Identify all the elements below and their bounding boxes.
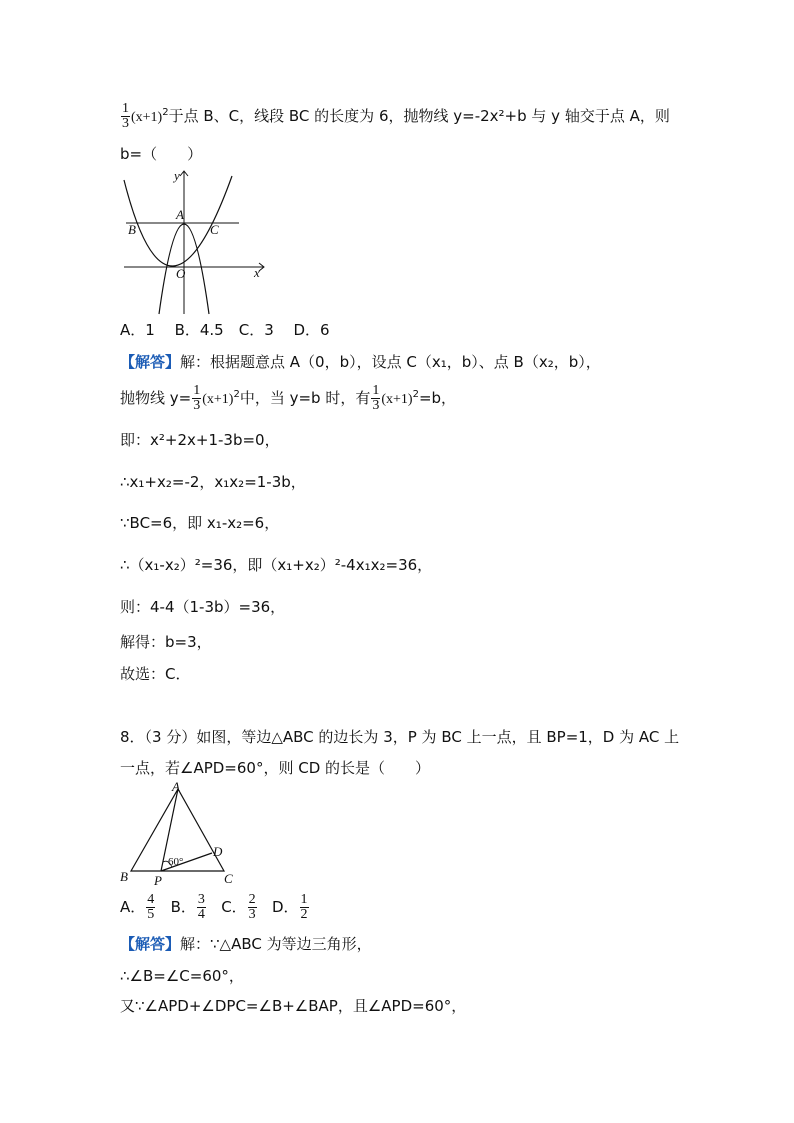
label-A: A bbox=[176, 207, 184, 222]
q7-answer-line7: 则：4-4（1-3b）=36， bbox=[120, 598, 286, 616]
q7-answer-line4: ∴x₁+x₂=-2，x₁x₂=1-3b， bbox=[120, 473, 306, 491]
label-C: C bbox=[210, 222, 219, 237]
option-C-fraction: $\frac{2}{3}$ bbox=[248, 892, 256, 922]
label-O: O bbox=[176, 266, 186, 281]
fraction: $\frac{1}{3}$ bbox=[193, 383, 201, 413]
option-B-fraction: $\frac{3}{4}$ bbox=[197, 892, 205, 922]
q7-stem-line1: $\frac{1}{3}$ $(x+1)^2$于点 B、C，线段 BC 的长度为 6，抛物线 y=-2x²+b 与 y 轴交于点 A，则 bbox=[122, 101, 670, 131]
label-A: A bbox=[172, 779, 180, 794]
q7-answer-line6: ∴（x₁-x₂）²=36，即（x₁+x₂）²-4x₁x₂=36， bbox=[120, 556, 433, 574]
q7-parabola-figure bbox=[118, 168, 268, 318]
q7-answer-line5: ∵BC=6，即 x₁-x₂=6， bbox=[120, 514, 280, 532]
q7-answer-line8: 解得：b=3， bbox=[120, 633, 212, 651]
q8-triangle-figure bbox=[116, 776, 246, 891]
q7-options: A．1 B．4.5 C．3 D．6 bbox=[120, 321, 330, 339]
fraction: $\frac{1}{3}$ bbox=[122, 101, 129, 131]
label-B: B bbox=[128, 222, 136, 237]
q7-answer-line1: 【解答】解：根据题意点 A（0，b），设点 C（x₁，b）、点 B（x₂，b）， bbox=[120, 353, 601, 371]
option-A-fraction: $\frac{4}{5}$ bbox=[147, 892, 155, 922]
q7-answer-line2: 抛物线 y= $\frac{1}{3}$ $(x+1)^2$中，当 y=b 时，有 $\frac{1}{3}$ $(x+1)^2=b$， bbox=[120, 383, 457, 413]
q8-options: A． $\frac{4}{5}$ B． $\frac{3}{4}$ C． $\frac{2}{3}$ D． $\frac{1}{2}$ bbox=[120, 892, 308, 922]
label-D: D bbox=[213, 844, 223, 859]
q8-answer-line1: 【解答】解：∵△ABC 为等边三角形， bbox=[120, 935, 372, 953]
label-C: C bbox=[224, 871, 233, 886]
stem-expression: (x+1) bbox=[131, 110, 163, 125]
q8-stem-line1: 8．（3 分）如图，等边△ABC 的边长为 3，P 为 BC 上一点，且 BP=1，D 为 AC 上 bbox=[120, 728, 680, 746]
label-angle: 60° bbox=[168, 856, 184, 868]
q7-answer-line3: 即：x²+2x+1-3b=0， bbox=[120, 431, 280, 449]
label-P: P bbox=[154, 873, 162, 888]
label-y: y bbox=[174, 168, 180, 183]
answer-bracket: 【解答】 bbox=[120, 353, 181, 371]
q8-answer-line3: 又∵∠APD+∠DPC=∠B+∠BAP，且∠APD=60°， bbox=[120, 997, 467, 1015]
label-B: B bbox=[120, 869, 128, 884]
option-D-fraction: $\frac{1}{2}$ bbox=[300, 892, 308, 922]
q8-stem-line2: 一点，若∠APD=60°，则 CD 的长是（ ） bbox=[120, 759, 431, 777]
fraction: $\frac{1}{3}$ bbox=[372, 383, 380, 413]
label-x: x bbox=[254, 265, 260, 280]
answer-bracket: 【解答】 bbox=[120, 935, 181, 953]
q7-answer-line9: 故选：C． bbox=[120, 665, 191, 683]
q7-stem-line2: b=（ ） bbox=[120, 145, 203, 163]
stem-text: 于点 B、C，线段 BC 的长度为 6，抛物线 y=-2x²+b 与 y 轴交于点 A，则 bbox=[168, 107, 670, 125]
q8-answer-line2: ∴∠B=∠C=60°， bbox=[120, 967, 244, 985]
